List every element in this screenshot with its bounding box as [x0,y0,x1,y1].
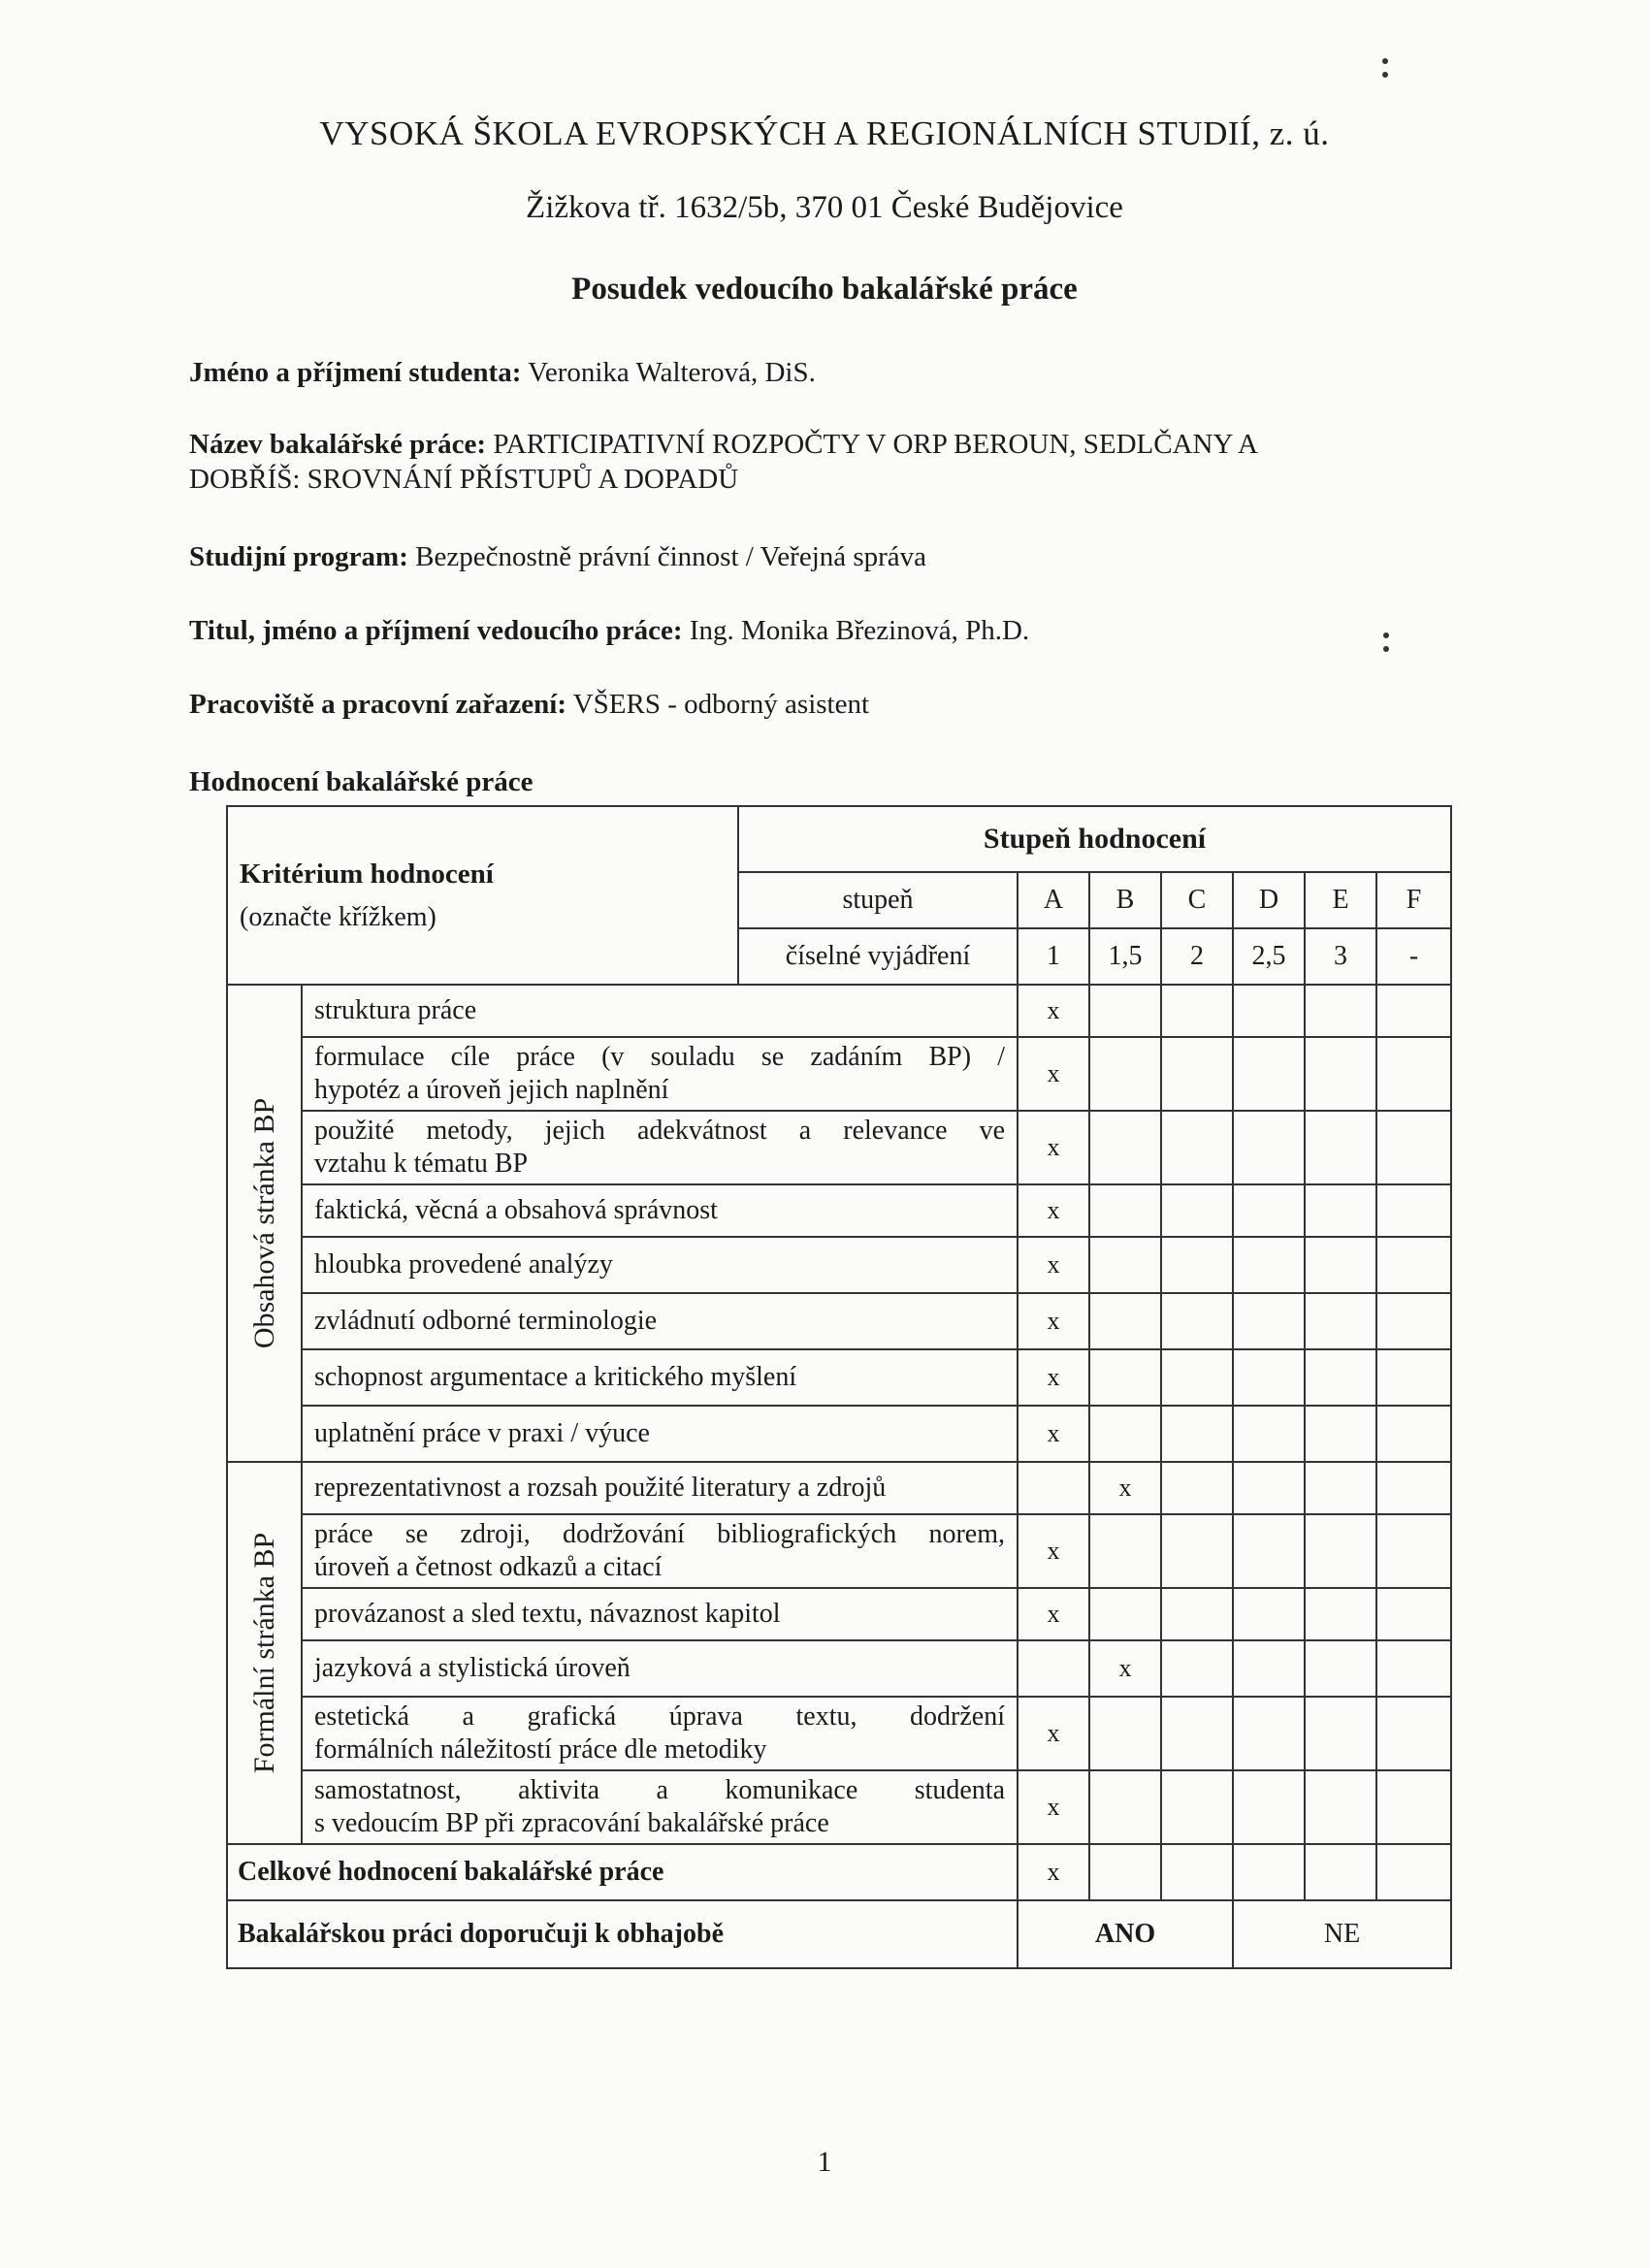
criterion-row [227,1640,1451,1697]
grade-numeric-b: 1,5 [1089,928,1161,985]
grade-cell-d[interactable] [1233,1111,1305,1184]
grade-cell-e[interactable] [1305,1037,1376,1111]
field-thesis-value-line2: DOBŘÍŠ: SROVNÁNÍ PŘÍSTUPŮ A DOPADŮ [189,464,739,495]
grade-numeric-e: 3 [1305,928,1376,985]
grade-cell-d[interactable] [1233,1697,1305,1770]
criterion-hint: (označte křížkem) [240,901,436,932]
criterion-row [227,1237,1451,1293]
grade-cell-f[interactable] [1376,1293,1451,1349]
grade-mark-a[interactable]: x [1018,1697,1089,1770]
criterion-line1: provázanost a sled textu, návaznost kapitol [314,1599,781,1629]
grade-cell-c[interactable] [1161,1514,1233,1588]
field-workplace-value: VŠERS - odborný asistent [572,689,870,720]
grade-cell-f[interactable] [1376,1588,1451,1640]
grade-mark-a[interactable]: x [1018,1349,1089,1406]
criterion-row [227,1037,1451,1111]
field-program-value: Bezpečnostně právní činnost / Veřejná správa [415,541,927,572]
criterion-header-cell [227,806,738,985]
grade-cell-b[interactable] [1089,1588,1161,1640]
criterion-row [227,1770,1451,1844]
grade-cell-c[interactable] [1161,1588,1233,1640]
field-supervisor-label: Titul, jméno a příjmení vedoucího práce [189,615,673,646]
grade-mark-a[interactable]: x [1018,1406,1089,1462]
total-mark-a[interactable]: x [1018,1844,1089,1900]
grade-mark-a[interactable]: x [1018,1770,1089,1844]
scan-speck [1382,58,1388,64]
criterion-text [302,985,1018,1037]
grade-cell-f[interactable] [1376,1770,1451,1844]
criterion-text [302,1349,1018,1406]
grade-cell-b[interactable] [1089,1293,1161,1349]
criterion-text [302,1640,1018,1697]
recommend-yes[interactable]: ANO [1018,1900,1233,1968]
field-student: Jméno a příjmení studenta: Veronika Walterová, DiS. [189,357,816,388]
grade-cell-d[interactable] [1233,1462,1305,1514]
total-label: Celkové hodnocení bakalářské práce [227,1844,1018,1900]
grade-cell-f[interactable] [1376,1697,1451,1770]
grade-mark-a[interactable]: x [1018,1184,1089,1237]
total-cell-f[interactable] [1376,1844,1451,1900]
grade-mark-a[interactable]: x [1018,1111,1089,1184]
field-student-value: Veronika Walterová, DiS. [528,357,816,388]
criterion-header: Kritérium hodnocení [240,858,494,890]
grade-cell-e[interactable] [1305,1514,1376,1588]
school-address: Žižkova tř. 1632/5b, 370 01 České Budějovice [526,190,1123,225]
field-thesis: Název bakalářské práce: PARTICIPATIVNÍ ROZPOČTY V ORP BEROUN, SEDLČANY A DOBŘÍŠ: SROVNÁNÍ PŘÍSTUPŮ A DOPADŮ [189,429,1258,495]
criterion-text [302,1184,1018,1237]
criterion-row [227,1293,1451,1349]
field-student-label: Jméno a příjmení studenta [189,357,512,388]
criterion-row [227,1588,1451,1640]
grade-cell-d[interactable] [1233,1293,1305,1349]
grade-numeric-d: 2,5 [1233,928,1305,985]
total-cell-c[interactable] [1161,1844,1233,1900]
grade-cell-a[interactable] [1018,1462,1089,1514]
total-cell-d[interactable] [1233,1844,1305,1900]
grade-header: Stupeň hodnocení [738,806,1451,872]
formal-group-label-cell [227,1462,302,1844]
total-cell-b[interactable] [1089,1844,1161,1900]
grade-cell-b[interactable] [1089,1037,1161,1111]
grade-cell-e[interactable] [1305,1293,1376,1349]
criterion-line1: estetická a grafická úprava textu, dodržení [314,1701,1006,1732]
grade-cell-e[interactable] [1305,1697,1376,1770]
criterion-line2: s vedoucím BP při zpracování bakalářské práce [314,1808,829,1838]
grade-cell-e[interactable] [1305,1588,1376,1640]
grade-cell-f[interactable] [1376,1111,1451,1184]
total-row [227,1844,1451,1900]
grade-cell-c[interactable] [1161,1406,1233,1462]
grade-cell-b[interactable] [1089,1514,1161,1588]
grade-cell-d[interactable] [1233,1406,1305,1462]
grade-mark-a[interactable]: x [1018,1237,1089,1293]
grade-cell-d[interactable] [1233,1770,1305,1844]
criterion-line1: formulace cíle práce (v souladu se zadáním BP) / [314,1042,1006,1072]
criterion-row [227,1111,1451,1184]
grade-mark-b[interactable]: x [1089,1462,1161,1514]
grade-cell-b[interactable] [1089,1349,1161,1406]
field-supervisor: Titul, jméno a příjmení vedoucího práce: Ing. Monika Březinová, Ph.D. [189,615,1030,646]
grade-cell-c[interactable] [1161,1640,1233,1697]
recommend-label: Bakalářskou práci doporučuji k obhajobě [227,1900,1018,1968]
grade-cell-f[interactable] [1376,1237,1451,1293]
scan-speck [1383,632,1389,638]
criterion-line1: uplatnění práce v praxi / výuce [314,1418,650,1448]
numeric-row-label: číselné vyjádření [738,928,1018,985]
grade-cell-c[interactable] [1161,1037,1233,1111]
grade-letter-f: F [1376,872,1451,928]
field-thesis-value-line1: PARTICIPATIVNÍ ROZPOČTY V ORP BEROUN, SEDLČANY A [493,429,1258,460]
grade-cell-c[interactable] [1161,1237,1233,1293]
grade-cell-c[interactable] [1161,1111,1233,1184]
grade-row-label: stupeň [738,872,1018,928]
evaluation-table [226,805,1452,1969]
scan-speck [1382,72,1388,78]
criterion-text [302,1697,1018,1770]
criterion-line2: vztahu k tématu BP [314,1149,529,1179]
criterion-text [302,1293,1018,1349]
grade-cell-b[interactable] [1089,1237,1161,1293]
grade-cell-f[interactable] [1376,1037,1451,1111]
grade-letter-b: B [1089,872,1161,928]
grade-cell-f[interactable] [1376,1406,1451,1462]
criterion-text [302,1111,1018,1184]
criterion-row [227,985,1451,1037]
criterion-line2: formálních náležitostí práce dle metodiky [314,1734,767,1765]
criterion-line2: úroveň a četnost odkazů a citací [314,1552,663,1582]
criterion-row [227,1697,1451,1770]
grade-cell-e[interactable] [1305,1184,1376,1237]
grade-mark-b[interactable]: x [1089,1640,1161,1697]
grade-cell-a[interactable] [1018,1640,1089,1697]
grade-cell-b[interactable] [1089,1770,1161,1844]
grade-mark-a[interactable]: x [1018,1293,1089,1349]
criterion-text [302,1037,1018,1111]
grade-mark-a[interactable]: x [1018,1514,1089,1588]
grade-cell-f[interactable] [1376,1184,1451,1237]
grade-cell-b[interactable] [1089,1406,1161,1462]
criterion-line2: hypotéz a úroveň jejich naplnění [314,1075,669,1105]
grade-letter-c: C [1161,872,1233,928]
content-group-label-cell [227,985,302,1462]
grade-cell-f[interactable] [1376,1640,1451,1697]
criterion-line1: hloubka provedené analýzy [314,1249,613,1280]
page-number: 1 [817,2146,832,2178]
criterion-line1: jazyková a stylistická úroveň [314,1653,630,1683]
grade-cell-d[interactable] [1233,1640,1305,1697]
criterion-line1: práce se zdroji, dodržování bibliografických norem, [314,1519,1006,1549]
criterion-text [302,1770,1018,1844]
grade-cell-e[interactable] [1305,1462,1376,1514]
criterion-line1: zvládnutí odborné terminologie [314,1306,658,1336]
total-cell-e[interactable] [1305,1844,1376,1900]
grade-cell-c[interactable] [1161,1293,1233,1349]
recommend-no[interactable]: NE [1233,1900,1451,1968]
field-supervisor-value: Ing. Monika Březinová, Ph.D. [689,615,1030,646]
criterion-row [227,1514,1451,1588]
criterion-line1: reprezentativnost a rozsah použité literatury a zdrojů [314,1473,887,1503]
criterion-row [227,1462,1451,1514]
grade-cell-c[interactable] [1161,985,1233,1037]
grade-cell-d[interactable] [1233,1588,1305,1640]
grade-cell-c[interactable] [1161,1349,1233,1406]
grade-cell-d[interactable] [1233,1349,1305,1406]
criterion-line1: použité metody, jejich adekvátnost a relevance ve [314,1116,1006,1146]
grade-cell-d[interactable] [1233,1037,1305,1111]
field-program-label: Studijní program [189,541,400,572]
criterion-row [227,1349,1451,1406]
grade-cell-f[interactable] [1376,1349,1451,1406]
formal-group-label: Formální stránka BP [247,1532,280,1774]
scan-speck [1383,646,1389,652]
section-title: Hodnocení bakalářské práce [189,766,534,797]
grade-cell-e[interactable] [1305,1640,1376,1697]
grade-cell-c[interactable] [1161,1462,1233,1514]
grade-cell-c[interactable] [1161,1184,1233,1237]
grade-cell-d[interactable] [1233,1184,1305,1237]
field-thesis-label: Název bakalářské práce [189,429,477,460]
grade-cell-b[interactable] [1089,1697,1161,1770]
criterion-text [302,1462,1018,1514]
grade-letter-d: D [1233,872,1305,928]
field-workplace-label: Pracoviště a pracovní zařazení [189,689,558,720]
grade-cell-d[interactable] [1233,985,1305,1037]
grade-numeric-f: - [1376,928,1451,985]
criterion-line1: samostatnost, aktivita a komunikace studenta [314,1775,1006,1805]
grade-cell-f[interactable] [1376,985,1451,1037]
grade-cell-e[interactable] [1305,1349,1376,1406]
grade-cell-e[interactable] [1305,1770,1376,1844]
criterion-row [227,1184,1451,1237]
recommend-row [227,1900,1451,1968]
grade-cell-c[interactable] [1161,1697,1233,1770]
criterion-line1: struktura práce [314,995,477,1025]
document-title: Posudek vedoucího bakalářské práce [571,272,1078,307]
grade-mark-a[interactable]: x [1018,985,1089,1037]
criterion-text [302,1588,1018,1640]
grade-mark-a[interactable]: x [1018,1037,1089,1111]
criterion-row [227,1406,1451,1462]
field-program: Studijní program: Bezpečnostně právní činnost / Veřejná správa [189,541,927,572]
grade-cell-e[interactable] [1305,1406,1376,1462]
grade-numeric-a: 1 [1018,928,1089,985]
grade-cell-b[interactable] [1089,1184,1161,1237]
criterion-text [302,1406,1018,1462]
grade-letter-e: E [1305,872,1376,928]
grade-mark-a[interactable]: x [1018,1588,1089,1640]
criterion-line1: schopnost argumentace a kritického myšlení [314,1362,797,1392]
school-name: VYSOKÁ ŠKOLA EVROPSKÝCH A REGIONÁLNÍCH STUDIÍ, z. ú. [319,114,1330,152]
field-workplace: Pracoviště a pracovní zařazení: VŠERS - odborný asistent [189,689,870,720]
grade-cell-d[interactable] [1233,1514,1305,1588]
grade-cell-c[interactable] [1161,1770,1233,1844]
grade-cell-b[interactable] [1089,985,1161,1037]
grade-cell-b[interactable] [1089,1111,1161,1184]
grade-cell-e[interactable] [1305,1237,1376,1293]
criterion-text [302,1237,1018,1293]
grade-cell-d[interactable] [1233,1237,1305,1293]
grade-cell-f[interactable] [1376,1462,1451,1514]
criterion-text [302,1514,1018,1588]
grade-cell-e[interactable] [1305,1111,1376,1184]
grade-cell-e[interactable] [1305,985,1376,1037]
criterion-line1: faktická, věcná a obsahová správnost [314,1195,718,1225]
grade-numeric-c: 2 [1161,928,1233,985]
content-group-label: Obsahová stránka BP [247,1097,280,1349]
grade-letter-a: A [1018,872,1089,928]
grade-cell-f[interactable] [1376,1514,1451,1588]
